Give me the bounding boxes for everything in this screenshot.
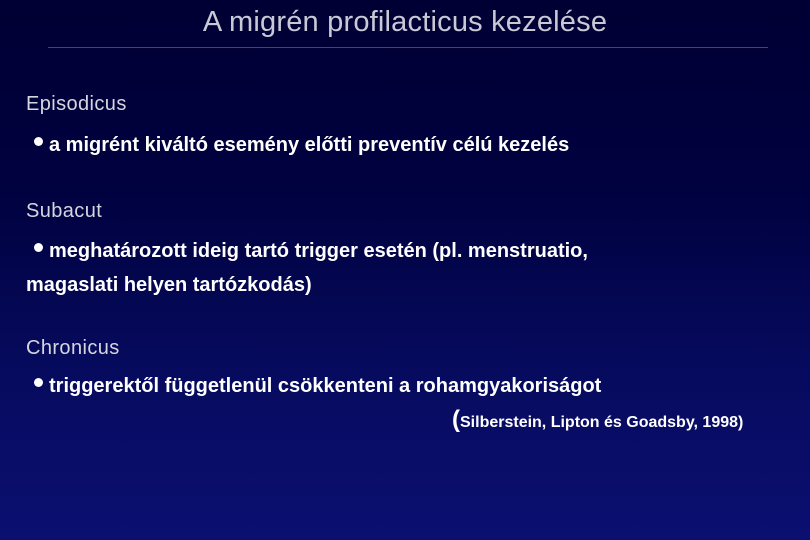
citation-text: Silberstein, Lipton és Goadsby, 1998) [460, 414, 744, 431]
bullet-item-chronicus [26, 375, 601, 398]
title-divider [48, 47, 768, 48]
bullet-dot-icon [34, 378, 43, 387]
bullet-item-episodicus [26, 134, 569, 157]
bullet-text: meghatározott ideig tartó trigger esetén (pl. menstruatio, [49, 240, 588, 262]
section-heading-chronicus: Chronicus [26, 337, 120, 359]
slide-title: A migrén profilacticus kezelése [202, 6, 608, 38]
bullet-dot-icon [34, 137, 43, 146]
bullet-item-subacut [26, 240, 588, 263]
bullet-dot-icon [34, 243, 43, 252]
bullet-text: triggerektől függetlenül csökkenteni a rohamgyakoriságot [49, 375, 602, 397]
bullet-continuation-text: magaslati helyen tartózkodás) [26, 274, 312, 296]
bullet-text: a migrént kiváltó esemény előtti preventív célú kezelés [49, 134, 570, 156]
section-heading-subacut: Subacut [26, 200, 103, 222]
section-heading-episodicus: Episodicus [26, 93, 127, 115]
citation-open-paren: ( [452, 406, 460, 433]
citation [452, 406, 743, 434]
